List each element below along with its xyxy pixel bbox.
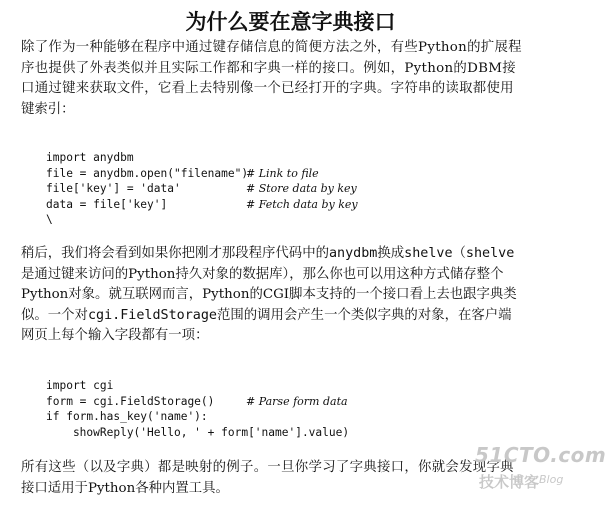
- site-watermark: [461, 443, 606, 505]
- paragraph-line: 键索引：: [21, 101, 75, 117]
- watermark-blog-tag: Blog: [539, 473, 564, 486]
- code-line: file['key'] = 'data' # Store data by key: [46, 182, 357, 195]
- section-title: 为什么要在意字典接口: [185, 10, 396, 34]
- paragraph-line: Python对象。就互联网而言，Python的CGI脚本支持的一个接口看上去也跟字典类: [21, 287, 517, 302]
- code-line: data = file['key'] # Fetch data by key: [46, 197, 358, 211]
- paragraph-line: 是通过键来访问的Python持久对象的数据库），那么你也可以用这种方式储存整个: [21, 266, 504, 282]
- code-block-anydbm: [46, 150, 358, 228]
- shelve-paragraph: [21, 244, 566, 347]
- code-comment: # Parse form data: [246, 394, 348, 408]
- code-line: showReply('Hello, ' + form['name'].value): [46, 425, 350, 439]
- paragraph-line: 所有这些（以及字典）都是映射的例子。一旦你学习了字典接口，你就会发现字典: [21, 460, 514, 475]
- paragraph-line: 网页上每个输入字段都有一项：: [21, 328, 209, 343]
- code-line: form = cgi.FieldStorage() # Parse form data: [46, 394, 348, 408]
- intro-paragraph: [21, 38, 566, 120]
- code-line: import cgi: [46, 379, 114, 392]
- code-block-cgi: [46, 378, 349, 440]
- code-line: file = anydbm.open("filename") # Link to file: [46, 166, 319, 180]
- code-comment: # Fetch data by key: [246, 197, 358, 211]
- code-line: \: [46, 213, 53, 226]
- watermark-logo-text: 51CTO.com: [475, 443, 606, 467]
- paragraph-line: 似。一个对cgi.FieldStorage范围的调用会产生一个类似字典的对象，在客户端: [21, 307, 512, 323]
- code-line: if form.has_key('name'):: [46, 410, 208, 423]
- paragraph-line: 口通过键来获取文件，它看上去特别像一个已经打开的字典。字符串的读取都使用: [21, 81, 514, 96]
- paragraph-line: 除了作为一种能够在程序中通过键存储信息的简便方法之外，有些Python的扩展程: [21, 40, 522, 55]
- paragraph-line: 序也提供了外表类似并且实际工作都和字典一样的接口。例如，Python的DBM接: [21, 60, 516, 76]
- watermark-blog-label: 技术博客: [479, 473, 540, 491]
- paragraph-line: 接口适用于Python各种内置工具。: [21, 480, 229, 496]
- code-comment: # Link to file: [246, 166, 319, 180]
- paragraph-line: 稍后，我们将会看到如果你把刚才那段程序代码中的anydbm换成shelve（shelve: [21, 246, 515, 261]
- code-comment: # Store data by key: [246, 182, 357, 195]
- code-line: import anydbm: [46, 151, 134, 164]
